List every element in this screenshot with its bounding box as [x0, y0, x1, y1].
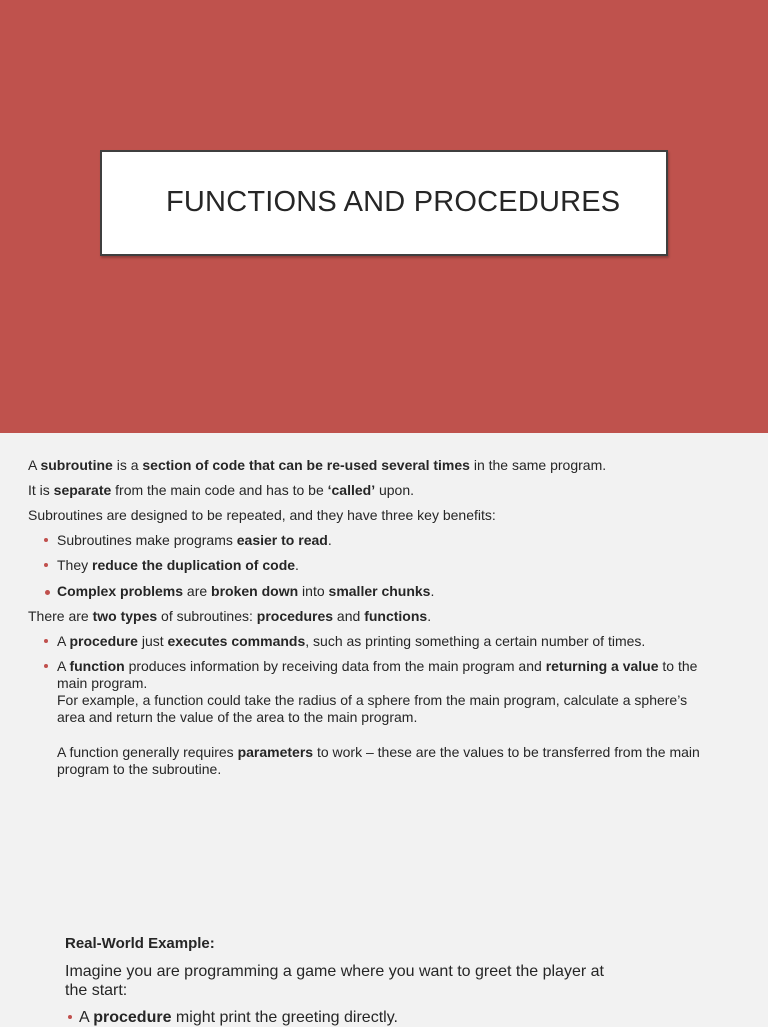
bullet-reduce-duplication: They reduce the duplication of code. [57, 557, 727, 574]
paragraph-separate: It is separate from the main code and has to be ‘called’ upon. [28, 482, 415, 498]
function-line-2: main program. [57, 675, 148, 691]
bullet-easier-to-read: Subroutines make programs easier to read. [57, 532, 727, 549]
bullet-function [57, 658, 727, 778]
title-slide [0, 0, 768, 433]
slide-title: FUNCTIONS AND PROCEDURES [166, 186, 621, 218]
function-line-1: A function produces information by receiving data from the main program and returning a value to the [57, 658, 698, 674]
paragraph-subroutine-definition: A subroutine is a section of code that can be re-used several times in the same program. [28, 457, 607, 473]
function-line-5: A function generally requires parameters to work – these are the values to be transferred from the main [57, 744, 700, 760]
function-line-6: program to the subroutine. [57, 761, 222, 777]
example-bullet-procedure: A procedure might print the greeting directly. [79, 1008, 639, 1027]
example-paragraph: Imagine you are programming a game where you want to greet the player at the start: [65, 963, 604, 999]
title-box [100, 150, 668, 256]
function-line-4: area and return the value of the area to the main program. [57, 709, 418, 725]
paragraph-benefits-intro: Subroutines are designed to be repeated, and they have three key benefits: [28, 507, 496, 523]
paragraph-two-types: There are two types of subroutines: procedures and functions. [28, 608, 432, 624]
example-heading: Real-World Example: [65, 935, 215, 952]
function-line-3: For example, a function could take the radius of a sphere from the main program, calculate a sphere’s [57, 692, 688, 708]
bullet-procedure: A procedure just executes commands, such as printing something a certain number of times. [57, 633, 727, 650]
content-slide [0, 433, 768, 1024]
bullet-complex-problems: Complex problems are broken down into smaller chunks. [57, 583, 727, 600]
